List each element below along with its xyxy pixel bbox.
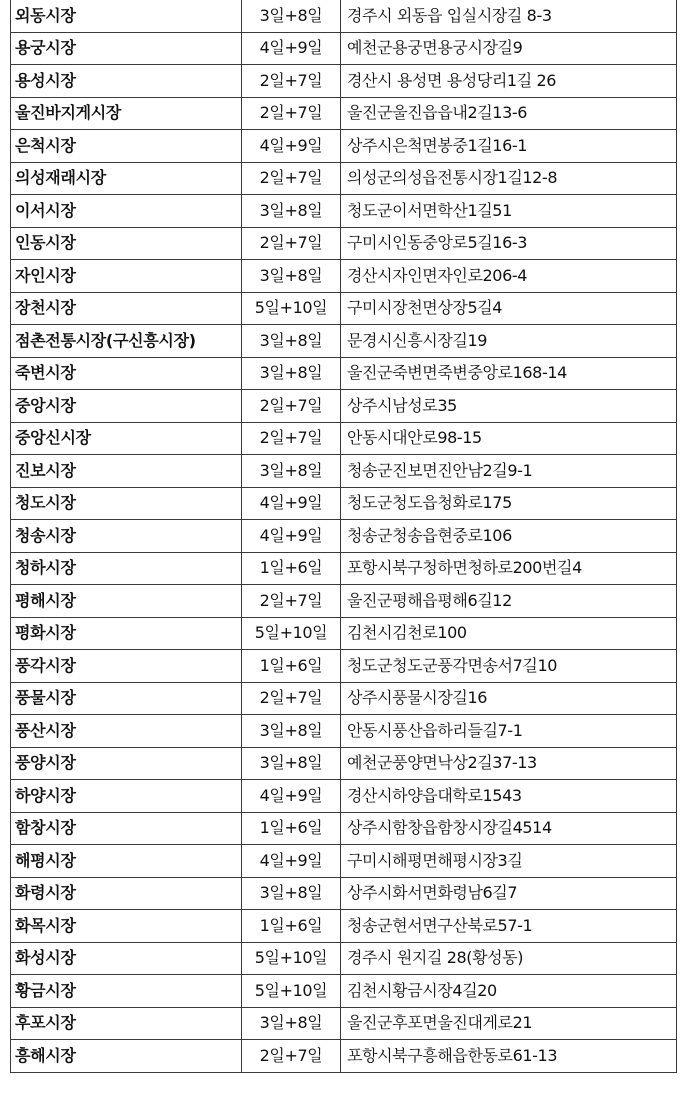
market-days-cell: 4일+9일 (242, 780, 341, 813)
market-days-cell: 2일+7일 (242, 97, 341, 130)
table-row (11, 877, 677, 910)
table-row (11, 65, 677, 98)
table-row (11, 390, 677, 423)
market-days-cell: 2일+7일 (242, 585, 341, 618)
market-table-body (11, 0, 677, 1072)
market-days-cell: 2일+7일 (242, 227, 341, 260)
table-row (11, 1040, 677, 1073)
table-row (11, 422, 677, 455)
market-address-cell: 상주시남성로35 (341, 390, 677, 423)
table-row (11, 227, 677, 260)
market-name-cell: 함창시장 (11, 812, 242, 845)
market-address-cell: 구미시인동중앙로5길16-3 (341, 227, 677, 260)
market-days-cell: 5일+10일 (242, 975, 341, 1008)
market-name-cell: 풍산시장 (11, 715, 242, 748)
table-row (11, 812, 677, 845)
table-row (11, 975, 677, 1008)
market-name-cell: 청하시장 (11, 552, 242, 585)
market-address-cell: 의성군의성읍전통시장1길12-8 (341, 162, 677, 195)
market-address-cell: 예천군용궁면용궁시장길9 (341, 32, 677, 65)
market-name-cell: 하양시장 (11, 780, 242, 813)
market-days-cell: 1일+6일 (242, 650, 341, 683)
market-days-cell: 3일+8일 (242, 455, 341, 488)
table-row (11, 32, 677, 65)
table-row (11, 260, 677, 293)
table-row (11, 357, 677, 390)
table-row (11, 325, 677, 358)
table-row (11, 682, 677, 715)
market-address-cell: 청송군청송읍현중로106 (341, 520, 677, 553)
market-address-cell: 포항시북구흥해읍한동로61-13 (341, 1040, 677, 1073)
table-row (11, 455, 677, 488)
market-name-cell: 풍물시장 (11, 682, 242, 715)
market-name-cell: 의성재래시장 (11, 162, 242, 195)
market-address-cell: 울진군죽변면죽변중앙로168-14 (341, 357, 677, 390)
market-address-cell: 상주시함창읍함창시장길4514 (341, 812, 677, 845)
market-address-cell: 상주시화서면화령남6길7 (341, 877, 677, 910)
market-name-cell: 화령시장 (11, 877, 242, 910)
table-row (11, 585, 677, 618)
table-row (11, 130, 677, 163)
market-address-cell: 포항시북구청하면청하로200번길4 (341, 552, 677, 585)
market-address-cell: 경산시자인면자인로206-4 (341, 260, 677, 293)
market-name-cell: 평해시장 (11, 585, 242, 618)
market-days-cell: 3일+8일 (242, 260, 341, 293)
market-days-cell: 4일+9일 (242, 130, 341, 163)
market-address-cell: 청송군현서면구산북로57-1 (341, 910, 677, 943)
table-row (11, 715, 677, 748)
market-days-cell: 5일+10일 (242, 942, 341, 975)
table-row (11, 97, 677, 130)
table-row (11, 1007, 677, 1040)
market-name-cell: 장천시장 (11, 292, 242, 325)
market-address-cell: 울진군후포면울진대게로21 (341, 1007, 677, 1040)
market-name-cell: 해평시장 (11, 845, 242, 878)
table-row (11, 942, 677, 975)
market-address-cell: 울진군울진읍읍내2길13-6 (341, 97, 677, 130)
table-row (11, 910, 677, 943)
market-address-cell: 김천시황금시장4길20 (341, 975, 677, 1008)
table-row (11, 780, 677, 813)
table-row (11, 487, 677, 520)
market-days-cell: 1일+6일 (242, 812, 341, 845)
market-name-cell: 외동시장 (11, 0, 242, 32)
market-name-cell: 용궁시장 (11, 32, 242, 65)
market-days-cell: 1일+6일 (242, 552, 341, 585)
table-row (11, 0, 677, 32)
market-address-cell: 경산시하양읍대학로1543 (341, 780, 677, 813)
market-name-cell: 풍각시장 (11, 650, 242, 683)
table-row (11, 845, 677, 878)
market-days-cell: 2일+7일 (242, 65, 341, 98)
market-address-cell: 청송군진보면진안남2길9-1 (341, 455, 677, 488)
market-table (10, 0, 677, 1073)
market-days-cell: 2일+7일 (242, 682, 341, 715)
table-row (11, 292, 677, 325)
market-address-cell: 안동시풍산읍하리들길7-1 (341, 715, 677, 748)
market-address-cell: 울진군평해읍평해6길12 (341, 585, 677, 618)
table-row (11, 195, 677, 228)
market-name-cell: 화목시장 (11, 910, 242, 943)
market-days-cell: 3일+8일 (242, 877, 341, 910)
market-name-cell: 울진바지게시장 (11, 97, 242, 130)
market-days-cell: 4일+9일 (242, 845, 341, 878)
table-row (11, 552, 677, 585)
market-name-cell: 용성시장 (11, 65, 242, 98)
market-days-cell: 1일+6일 (242, 910, 341, 943)
market-days-cell: 5일+10일 (242, 292, 341, 325)
market-address-cell: 문경시신흥시장길19 (341, 325, 677, 358)
market-address-cell: 구미시장천면상장5길4 (341, 292, 677, 325)
market-days-cell: 2일+7일 (242, 422, 341, 455)
market-address-cell: 청도군청도읍청화로175 (341, 487, 677, 520)
table-row (11, 520, 677, 553)
market-name-cell: 청송시장 (11, 520, 242, 553)
market-days-cell: 3일+8일 (242, 357, 341, 390)
market-days-cell: 5일+10일 (242, 617, 341, 650)
market-name-cell: 청도시장 (11, 487, 242, 520)
market-address-cell: 김천시김천로100 (341, 617, 677, 650)
market-address-cell: 상주시풍물시장길16 (341, 682, 677, 715)
market-address-cell: 예천군풍양면낙상2길37-13 (341, 747, 677, 780)
market-days-cell: 3일+8일 (242, 715, 341, 748)
market-days-cell: 2일+7일 (242, 390, 341, 423)
market-name-cell: 흥해시장 (11, 1040, 242, 1073)
market-days-cell: 2일+7일 (242, 1040, 341, 1073)
market-name-cell: 중앙신시장 (11, 422, 242, 455)
market-name-cell: 인동시장 (11, 227, 242, 260)
market-address-cell: 상주시은척면봉중1길16-1 (341, 130, 677, 163)
market-address-cell: 청도군이서면학산1길51 (341, 195, 677, 228)
table-row (11, 162, 677, 195)
market-name-cell: 진보시장 (11, 455, 242, 488)
market-address-cell: 경산시 용성면 용성당리1길 26 (341, 65, 677, 98)
market-days-cell: 3일+8일 (242, 195, 341, 228)
market-days-cell: 3일+8일 (242, 0, 341, 32)
market-name-cell: 점촌전통시장(구신흥시장) (11, 325, 242, 358)
market-address-cell: 경주시 원지길 28(황성동) (341, 942, 677, 975)
market-name-cell: 은척시장 (11, 130, 242, 163)
market-days-cell: 3일+8일 (242, 1007, 341, 1040)
market-days-cell: 2일+7일 (242, 162, 341, 195)
market-days-cell: 3일+8일 (242, 747, 341, 780)
table-row (11, 747, 677, 780)
market-name-cell: 이서시장 (11, 195, 242, 228)
market-name-cell: 평화시장 (11, 617, 242, 650)
market-name-cell: 황금시장 (11, 975, 242, 1008)
market-days-cell: 4일+9일 (242, 32, 341, 65)
market-name-cell: 죽변시장 (11, 357, 242, 390)
market-address-cell: 경주시 외동읍 입실시장길 8-3 (341, 0, 677, 32)
market-address-cell: 안동시대안로98-15 (341, 422, 677, 455)
table-row (11, 617, 677, 650)
market-days-cell: 4일+9일 (242, 520, 341, 553)
market-name-cell: 중앙시장 (11, 390, 242, 423)
market-name-cell: 풍양시장 (11, 747, 242, 780)
market-days-cell: 4일+9일 (242, 487, 341, 520)
market-address-cell: 청도군청도군풍각면송서7길10 (341, 650, 677, 683)
table-row (11, 650, 677, 683)
market-days-cell: 3일+8일 (242, 325, 341, 358)
market-address-cell: 구미시해평면해평시장3길 (341, 845, 677, 878)
market-name-cell: 자인시장 (11, 260, 242, 293)
market-name-cell: 후포시장 (11, 1007, 242, 1040)
market-name-cell: 화성시장 (11, 942, 242, 975)
